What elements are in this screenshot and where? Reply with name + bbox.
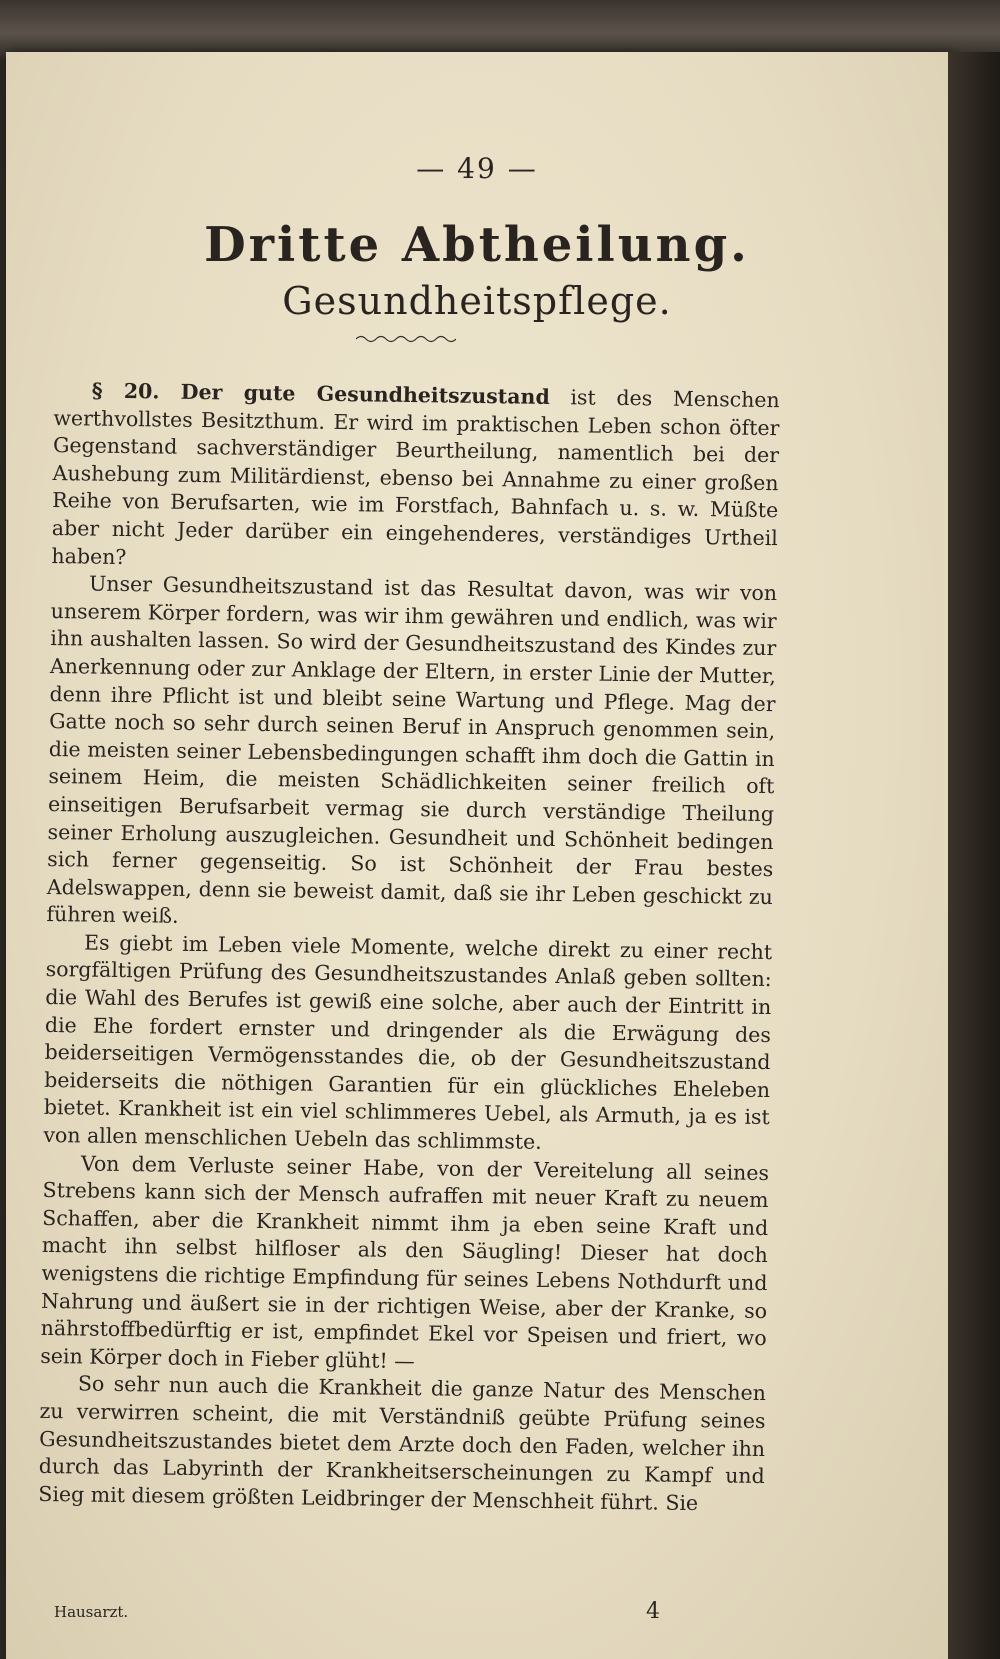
section-subtitle: Gesundheitspflege. bbox=[282, 279, 672, 323]
sheet-number: 4 bbox=[646, 1599, 660, 1624]
paragraph-text: Von dem Verluste seiner Habe, von der Vereitelung all seines Strebens kann sich der Mensch aufraffen mit neuer Kraft zu neuem Schaffen, aber die Krankheit nimmt ihm ja eben seine Kraft und macht ihn selbst hilfloser als den Säugling! Dieser hat doch wenigstens die richtige Empfindung für seines Lebens Nothdurft und Nahrung und äußert sie in der richtigen Weise, aber der Kranke, so nährstoffbedürftig er ist, empfindet Ekel vor Speisen und friert, wo sein Körper doch in Fieber glüht! — bbox=[40, 1151, 770, 1373]
paragraph-lead: § 20. Der gute Gesundheitszustand bbox=[91, 378, 550, 409]
paragraph-text: Unser Gesundheitszustand ist das Resultat davon, was wir von unserem Körper fordern, was wir ihm gewähren und endlich, was wir ihn aushalten lassen. So wird der Gesundheitszustand des Kindes zur Anerkennung oder zur Anklage der Eltern, in erster Linie der Mutter, denn ihre Pflicht ist und bleibt seine Wartung und Pflege. Mag der Gatte noch so sehr durch seinen Beruf in Anspruch genommen sein, die meisten seiner Lebensbedingungen schafft ihm doch die Gattin in seinem Heim, die meisten Schädlichkeiten seiner freilich oft einseitigen Berufsarbeit vermag sie durch verständige Theilung seiner Erholung auszugleichen. Gesundheit und Schönheit bedingen sich ferner gegenseitig. So ist Schönheit der Frau bestes Adelswappen, denn sie beweist damit, daß sie ihr Leben geschickt zu führen weiß. bbox=[46, 571, 778, 929]
paragraph-text: Es giebt im Leben viele Momente, welche direkt zu einer recht sorgfältigen Prüfung des Gesundheitszustandes Anlaß geben sollten: die Wahl des Berufes ist gewiß eine solche, aber auch der Eintritt in die Ehe fordert ernster und dringender als die Erwägung des beiderseitigen Vermögensstandes die, ob der Gesundheitszustand beiderseits die nöthigen Garantien für ein glückliches Eheleben bietet. Krankheit ist ein viel schlimmeres Uebel, als Armuth, ja es ist von allen menschlichen Uebeln das schlimmste. bbox=[43, 930, 773, 1154]
paragraph bbox=[43, 929, 772, 1160]
paragraph bbox=[38, 1370, 766, 1518]
book-page bbox=[6, 52, 948, 1659]
body-text bbox=[38, 377, 780, 1518]
paragraph-text: So sehr nun auch die Krankheit die ganze Natur des Menschen zu verwirren scheint, die mit Verständniß geübte Prüfung seines Gesundheitszustandes bietet dem Arzte doch den Faden, welcher ihn durch das Labyrinth der Krankheitserscheinungen zu Kampf und Sieg mit diesem größten Leidbringer der Menschheit führt. Sie bbox=[38, 1371, 767, 1515]
signature-mark: Hausarzt. bbox=[54, 1603, 129, 1621]
paragraph bbox=[51, 377, 780, 580]
book-top-edge bbox=[0, 0, 1000, 60]
wavy-rule-ornament bbox=[356, 334, 456, 344]
paragraph bbox=[40, 1150, 769, 1381]
paragraph bbox=[46, 570, 777, 939]
paragraph-text: ist des Menschen werthvollstes Besitzthum. Er wird im praktischen Leben schon öfter Gegenstand sachverständiger Beurtheilung, namentlich bei der Aushebung zum Militärdienst, ebenso bei Annahme zu einer großen Reihe von Berufsarten, wie im Forstfach, Bahnfach u. s. w. Müßte aber nicht Jeder darüber ein eingehenderes, verständiges Urtheil haben? bbox=[51, 384, 780, 569]
page-number: — 49 — bbox=[416, 152, 538, 185]
book-binding-shadow bbox=[948, 52, 1000, 1659]
section-title: Dritte Abtheilung. bbox=[204, 217, 750, 273]
